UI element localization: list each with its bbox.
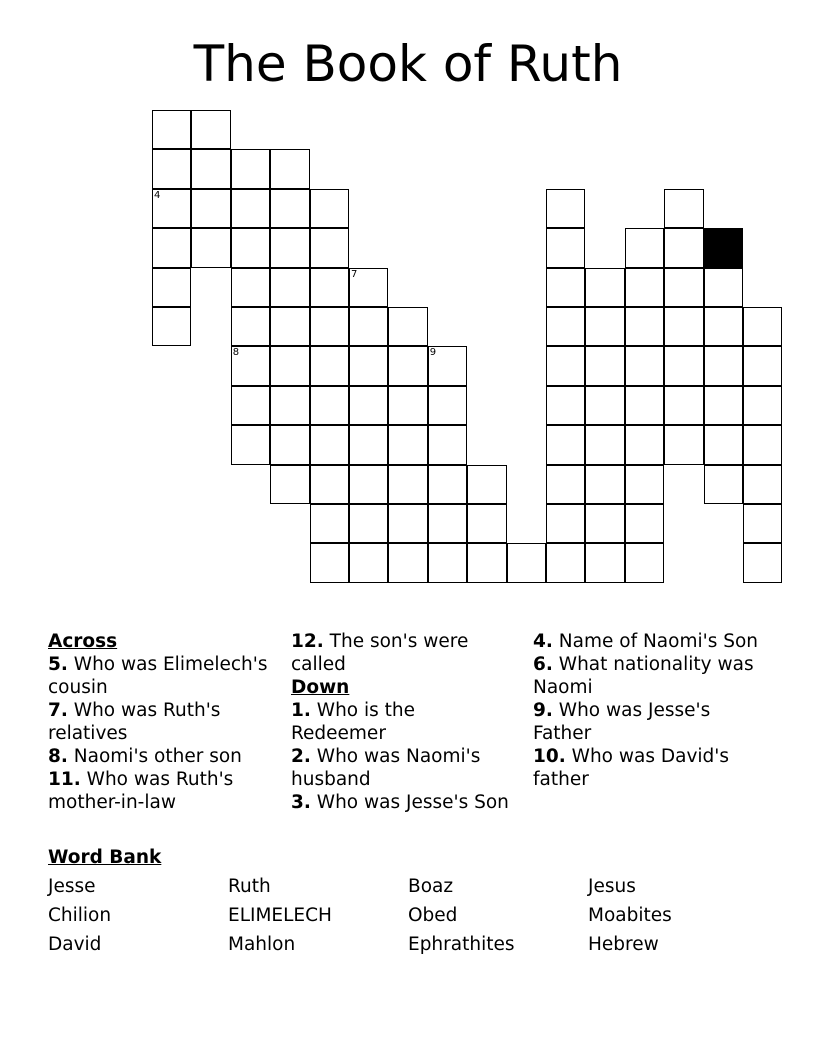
word-bank-item: Moabites [588, 905, 672, 926]
grid-cell[interactable] [743, 465, 782, 504]
grid-cell[interactable] [310, 465, 349, 504]
grid-cell[interactable] [585, 425, 624, 464]
grid-cell[interactable] [467, 465, 506, 504]
down-clue: 10. Who was David's father [533, 746, 730, 790]
grid-cell[interactable] [270, 149, 309, 188]
clue-number: 4 [154, 189, 161, 201]
grid-cell[interactable] [546, 189, 585, 228]
grid-cell[interactable] [585, 504, 624, 543]
grid-cell[interactable] [546, 268, 585, 307]
across-clue: 11. Who was Ruth's mother-in-law [48, 769, 234, 813]
grid-cell[interactable] [428, 465, 467, 504]
grid-cell[interactable] [349, 346, 388, 385]
across-heading: Across [48, 631, 118, 652]
grid-cell[interactable] [310, 228, 349, 267]
grid-cell[interactable] [388, 504, 427, 543]
grid-cell[interactable] [625, 307, 664, 346]
word-bank-list [48, 875, 768, 957]
grid-cell[interactable] [310, 425, 349, 464]
grid-cell[interactable] [546, 307, 585, 346]
grid-cell[interactable] [270, 465, 309, 504]
grid-cell[interactable] [310, 346, 349, 385]
grid-cell[interactable] [664, 268, 703, 307]
grid-cell[interactable] [625, 386, 664, 425]
grid-cell[interactable] [664, 307, 703, 346]
grid-cell[interactable] [231, 425, 270, 464]
grid-cell[interactable] [231, 268, 270, 307]
grid-cell[interactable] [152, 149, 191, 188]
grid-cell[interactable] [546, 543, 585, 582]
grid-cell[interactable] [349, 307, 388, 346]
grid-cell[interactable] [428, 543, 467, 582]
grid-cell[interactable] [546, 425, 585, 464]
grid-cell[interactable] [546, 346, 585, 385]
grid-cell[interactable] [664, 425, 703, 464]
down-clue: 3. Who was Jesse's Son [291, 792, 509, 813]
grid-cell[interactable] [231, 307, 270, 346]
grid-cell[interactable] [388, 465, 427, 504]
grid-cell[interactable] [743, 346, 782, 385]
grid-cell[interactable] [664, 346, 703, 385]
word-bank-item: Boaz [408, 876, 454, 897]
grid-cell[interactable] [704, 465, 743, 504]
grid-cell[interactable] [704, 425, 743, 464]
grid-cell[interactable] [546, 465, 585, 504]
grid-cell[interactable] [270, 346, 309, 385]
grid-cell[interactable] [231, 189, 270, 228]
grid-cell[interactable] [231, 386, 270, 425]
grid-cell[interactable] [467, 543, 506, 582]
grid-cell[interactable] [152, 307, 191, 346]
grid-cell[interactable] [546, 386, 585, 425]
page-title: The Book of Ruth [193, 35, 623, 93]
grid-cell[interactable] [743, 386, 782, 425]
across-clue: 12. The son's were called [291, 631, 469, 675]
grid-cell[interactable] [428, 504, 467, 543]
grid-cell[interactable] [152, 228, 191, 267]
grid-cell[interactable] [270, 189, 309, 228]
grid-cell[interactable] [152, 110, 191, 149]
grid-cell[interactable] [546, 504, 585, 543]
grid-cell[interactable] [270, 228, 309, 267]
down-clue: 9. Who was Jesse's Father [533, 700, 711, 744]
grid-cell[interactable] [585, 543, 624, 582]
clues-column-2 [291, 630, 511, 814]
clue-number: 9 [429, 347, 437, 359]
grid-cell[interactable] [664, 386, 703, 425]
grid-cell[interactable] [743, 425, 782, 464]
down-heading: Down [291, 677, 350, 698]
grid-cell[interactable] [310, 504, 349, 543]
word-bank-item: Ruth [228, 876, 271, 897]
clue-number: 8 [232, 347, 240, 359]
word-bank-item: Mahlon [228, 934, 296, 955]
grid-cell[interactable] [191, 189, 230, 228]
grid-cell[interactable] [270, 386, 309, 425]
across-clue: 5. Who was Elimelech's cousin [48, 654, 268, 698]
grid-cell[interactable] [349, 543, 388, 582]
grid-cell[interactable] [231, 228, 270, 267]
grid-cell[interactable] [743, 543, 782, 582]
grid-cell[interactable] [625, 346, 664, 385]
grid-cell[interactable] [664, 189, 703, 228]
grid-cell[interactable] [625, 504, 664, 543]
across-clue: 8. Naomi's other son [48, 746, 242, 767]
grid-cell[interactable] [388, 425, 427, 464]
grid-cell[interactable] [388, 386, 427, 425]
grid-cell[interactable] [388, 307, 427, 346]
word-bank-item: Hebrew [588, 934, 659, 955]
grid-cell[interactable] [191, 149, 230, 188]
grid-cell[interactable] [704, 307, 743, 346]
grid-cell[interactable] [349, 425, 388, 464]
grid-cell[interactable] [270, 307, 309, 346]
grid-cell[interactable] [152, 268, 191, 307]
grid-cell[interactable] [191, 110, 230, 149]
grid-cell[interactable] [349, 504, 388, 543]
grid-cell[interactable] [664, 228, 703, 267]
down-clue: 6. What nationality was Naomi [533, 654, 754, 698]
grid-cell[interactable] [231, 346, 270, 385]
clues-column-1 [48, 630, 268, 814]
word-bank-item: Ephrathites [408, 934, 515, 955]
grid-cell[interactable] [585, 307, 624, 346]
grid-cell[interactable] [310, 386, 349, 425]
clues-column-3 [533, 630, 758, 791]
down-clue: 2. Who was Naomi's husband [291, 746, 481, 790]
clue-number: 7 [351, 268, 358, 280]
grid-cell[interactable] [625, 268, 664, 307]
grid-cell[interactable] [625, 465, 664, 504]
word-bank-item: David [48, 934, 102, 955]
down-clue: 1. Who is the Redeemer [291, 700, 416, 744]
word-bank-item: Obed [408, 905, 458, 926]
word-bank-item: Chilion [48, 905, 112, 926]
grid-cell[interactable] [507, 543, 546, 582]
grid-cell[interactable] [704, 346, 743, 385]
grid-cell[interactable] [585, 386, 624, 425]
grid-cell[interactable] [152, 189, 191, 228]
grid-cell[interactable] [310, 543, 349, 582]
black-cell [704, 228, 743, 267]
grid-cell[interactable] [388, 346, 427, 385]
grid-cell[interactable] [743, 307, 782, 346]
grid-cell[interactable] [585, 465, 624, 504]
grid-cell[interactable] [310, 189, 349, 228]
grid-cell[interactable] [428, 346, 467, 385]
grid-cell[interactable] [191, 228, 230, 267]
grid-cell[interactable] [349, 465, 388, 504]
grid-cell[interactable] [428, 386, 467, 425]
word-bank-item: ELIMELECH [228, 905, 332, 926]
grid-cell[interactable] [585, 346, 624, 385]
word-bank-item: Jesus [588, 876, 636, 897]
grid-cell[interactable] [349, 386, 388, 425]
grid-cell[interactable] [388, 543, 427, 582]
grid-cell[interactable] [270, 425, 309, 464]
grid-cell[interactable] [625, 425, 664, 464]
grid-cell[interactable] [625, 228, 664, 267]
word-bank [48, 846, 768, 957]
grid-cell[interactable] [704, 386, 743, 425]
grid-cell[interactable] [585, 268, 624, 307]
grid-cell[interactable] [743, 504, 782, 543]
down-clue: 4. Name of Naomi's Son [533, 631, 759, 652]
word-bank-item: Jesse [48, 876, 96, 897]
grid-cell[interactable] [231, 149, 270, 188]
across-clue: 7. Who was Ruth's relatives [48, 700, 221, 744]
word-bank-heading: Word Bank [48, 847, 162, 868]
grid-cell[interactable] [310, 268, 349, 307]
grid-cell[interactable] [546, 228, 585, 267]
grid-cell[interactable] [428, 425, 467, 464]
grid-cell[interactable] [270, 268, 309, 307]
grid-cell[interactable] [349, 268, 388, 307]
grid-cell[interactable] [467, 504, 506, 543]
grid-cell[interactable] [704, 268, 743, 307]
grid-cell[interactable] [625, 543, 664, 582]
grid-cell[interactable] [310, 307, 349, 346]
